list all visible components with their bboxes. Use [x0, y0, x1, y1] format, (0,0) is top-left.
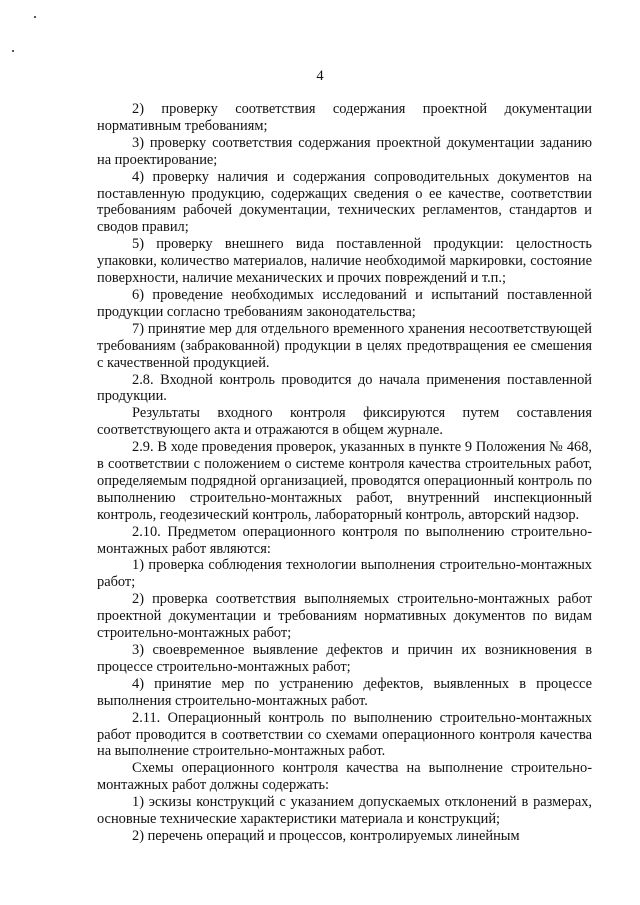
paragraph-item-5: 5) проверку внешнего вида поставленной продукции: целостность упаковки, количество материалов, наличие необходимой маркировки, состояние поверхности, наличие механических и прочих повреждений и т.п.;: [97, 236, 592, 287]
paragraph-op-item-2: 2) проверка соответствия выполняемых строительно-монтажных работ проектной документации и требованиям нормативных документов по видам строительно-монтажных работ;: [97, 591, 592, 642]
paragraph-2-8: 2.8. Входной контроль проводится до начала применения поставленной продукции.: [97, 371, 592, 405]
paragraph-2-11: 2.11. Операционный контроль по выполнению строительно-монтажных работ проводится в соответствии со схемами операционного контроля качества на выполнение строительно-монтажных работ.: [97, 709, 592, 760]
paragraph-item-7: 7) принятие мер для отдельного временного хранения несоответствующей требованиям (забракованной) продукции в целях предотвращения ее смешения с качественной продукцией.: [97, 320, 592, 371]
page-number: 4: [316, 68, 324, 84]
paragraph-op-item-4: 4) принятие мер по устранению дефектов, выявленных в процессе выполнения строительно-монтажных работ.: [97, 675, 592, 709]
paragraph-item-6: 6) проведение необходимых исследований и испытаний поставленной продукции согласно требованиям законодательства;: [97, 286, 592, 320]
paragraph-schemes: Схемы операционного контроля качества на выполнение строительно-монтажных работ должны содержать:: [97, 760, 592, 794]
paragraph-scheme-item-2: 2) перечень операций и процессов, контролируемых линейным: [132, 827, 520, 844]
paragraph-2-9: 2.9. В ходе проведения проверок, указанных в пункте 9 Положения № 468, в соответствии с положением о системе контроля качества строительных работ, определяемым подрядной организацией, проводятся операционный контроль по выполнению строительно-монтажных работ, внутренний инспекционный контроль, геодезический контроль, лабораторный контроль, авторский надзор.: [97, 439, 592, 523]
paragraph-scheme-item-1: 1) эскизы конструкций с указанием допускаемых отклонений в размерах, основные технические характеристики материала и конструкций;: [97, 794, 592, 828]
scan-speck: [34, 16, 36, 18]
document-body: [97, 101, 592, 845]
paragraph-2-10: 2.10. Предметом операционного контроля по выполнению строительно-монтажных работ являются:: [97, 523, 592, 557]
paragraph-results: Результаты входного контроля фиксируются путем составления соответствующего акта и отражаются в общем журнале.: [97, 405, 592, 439]
paragraph-item-4: 4) проверку наличия и содержания сопроводительных документов на поставленную продукцию, содержащих сведения о ее качестве, соответствии требованиям рабочей документации, технических регламентов, стандартов и сводов правил;: [97, 168, 592, 236]
paragraph-op-item-3: 3) своевременное выявление дефектов и причин их возникновения в процессе строительно-монтажных работ;: [97, 642, 592, 675]
paragraph-op-item-1: 1) проверка соблюдения технологии выполнения строительно-монтажных работ;: [97, 557, 592, 591]
paragraph-item-3: 3) проверку соответствия содержания проектной документации заданию на проектирование;: [97, 134, 592, 168]
scan-speck: [12, 50, 14, 52]
paragraph-item-2: 2) проверку соответствия содержания проектной документации нормативным требованиям;: [97, 101, 592, 134]
